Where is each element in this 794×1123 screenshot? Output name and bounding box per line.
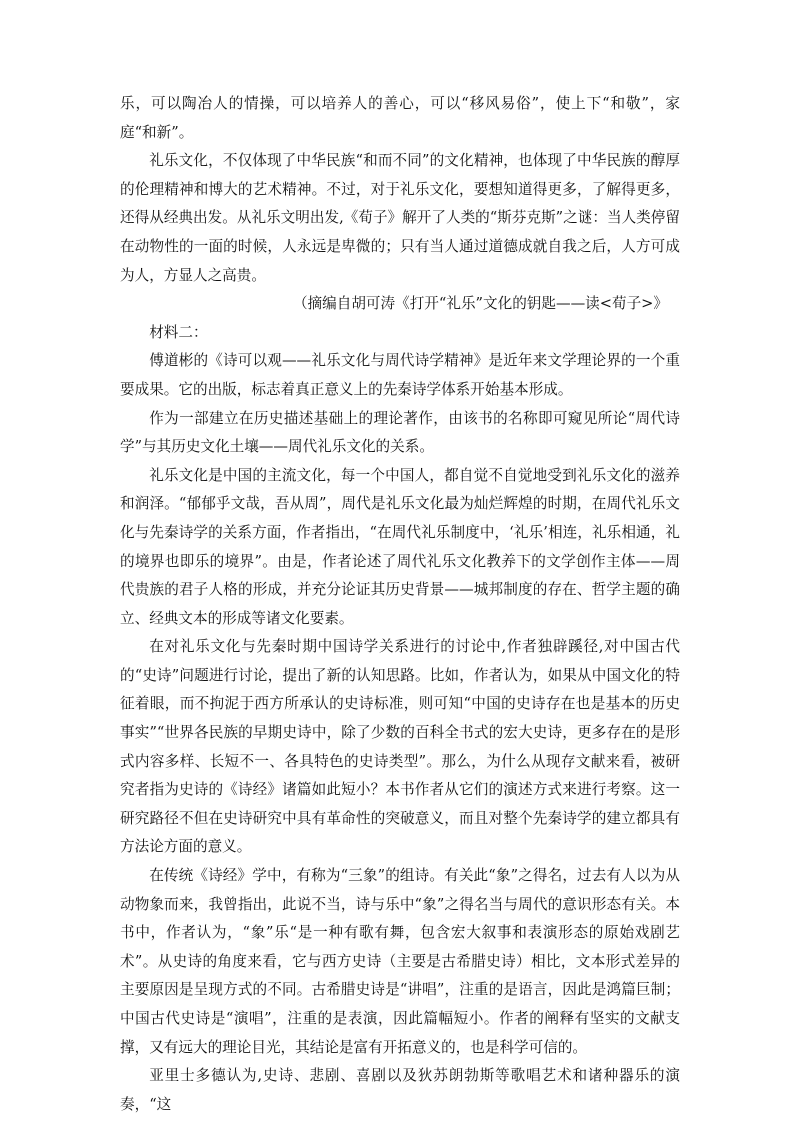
- paragraph-aristotle: 亚里士多德认为,史诗、悲剧、喜剧以及狄苏朗勃斯等歌唱艺术和诸种器乐的演奏，“这: [120, 1067, 680, 1113]
- article-body: [120, 90, 680, 1119]
- paragraph-epic-discussion: 在对礼乐文化与先秦时期中国诗学关系进行的讨论中,作者独辟蹊径,对中国古代的“史诗”问题进行讨论，提出了新的认知思路。比如，作者认为，如果从中国文化的特征着眼，而不拘泥于西方所承认的史诗标准，则可知“中国的史诗存在也是基本的历史事实”“世界各民族的早期史诗中，除了少数的百科全书式的宏大史诗，更多存在的是形式内容多样、长短不一、各具特色的史诗类型”。那么，为什么从现存文献来看，被研究者指为史诗的《诗经》诸篇如此短小？本书作者从它们的演述方式来进行考察。这一研究路径不但在史诗研究中具有革命性的突破意义，而且对整个先秦诗学的建立都具有方法论方面的意义。: [120, 638, 680, 856]
- paragraph-mainstream-culture: 礼乐文化是中国的主流文化，每一个中国人，都自觉不自觉地受到礼乐文化的滋养和润泽。“郁郁乎文哉，吾从周”，周代是礼乐文化最为灿烂辉煌的时期，在周代礼乐文化与先秦诗学的关系方面，作者指出，“在周代礼乐制度中，‘礼乐’相连，礼乐相通，礼的境界也即乐的境界”。由是，作者论述了周代礼乐文化教养下的文学创作主体——周代贵族的君子人格的形成，并充分论证其历史背景——城邦制度的存在、哲学主题的确立、经典文本的形成等诸文化要素。: [120, 466, 680, 627]
- source-citation: （摘编自胡可涛《打开“礼乐”文化的钥匙——读<荀子>》: [292, 295, 668, 313]
- paragraph-theory-work: 作为一部建立在历史描述基础上的理论著作，由该书的名称即可窥见所论“周代诗学”与其历史文化土壤——周代礼乐文化的关系。: [120, 409, 680, 456]
- paragraph-three-xiang: 在传统《诗经》学中，有称为“三象”的组诗。有关此“象”之得名，过去有人以为从动物象而来，我曾指出，此说不当，诗与乐中“象”之得名当与周代的意识形态有关。本书中，作者认为，“象”乐“是一种有歌有舞，包含宏大叙事和表演形态的原始戏剧艺术”。从史诗的角度来看，它与西方史诗（主要是古希腊史诗）相比，文本形式差异的主要原因是呈现方式的不同。古希腊史诗是“讲唱”，注重的是语言，因此是鸿篇巨制；中国古代史诗是“演唱”，注重的是表演，因此篇幅短小。作者的阐释有坚实的文献支撑，又有远大的理论目光，其结论是富有开拓意义的，也是科学可信的。: [120, 867, 680, 1056]
- material-two-label: 材料二：: [149, 323, 208, 341]
- paragraph-book-intro: 傅道彬的《诗可以观——礼乐文化与周代诗学精神》是近年来文学理论界的一个重要成果。它的出版，标志着真正意义上的先秦诗学体系开始基本形成。: [120, 352, 680, 398]
- paragraph-liyue-culture: 礼乐文化，不仅体现了中华民族“和而不同”的文化精神，也体现了中华民族的醇厚的伦理精神和博大的艺术精神。不过，对于礼乐文化，要想知道得更多，了解得更多，还得从经典出发。从礼乐文明出发,《荀子》解开了人类的“斯芬克斯”之谜：当人类停留在动物性的一面的时候，人永远是卑微的；只有当人通过道德成就自我之后，人方可成为人，方显人之高贵。: [120, 152, 680, 284]
- paragraph-continuation: 乐，可以陶冶人的情操，可以培养人的善心，可以“移风易俗”，使上下“和敬”，家庭“和新”。: [120, 95, 680, 141]
